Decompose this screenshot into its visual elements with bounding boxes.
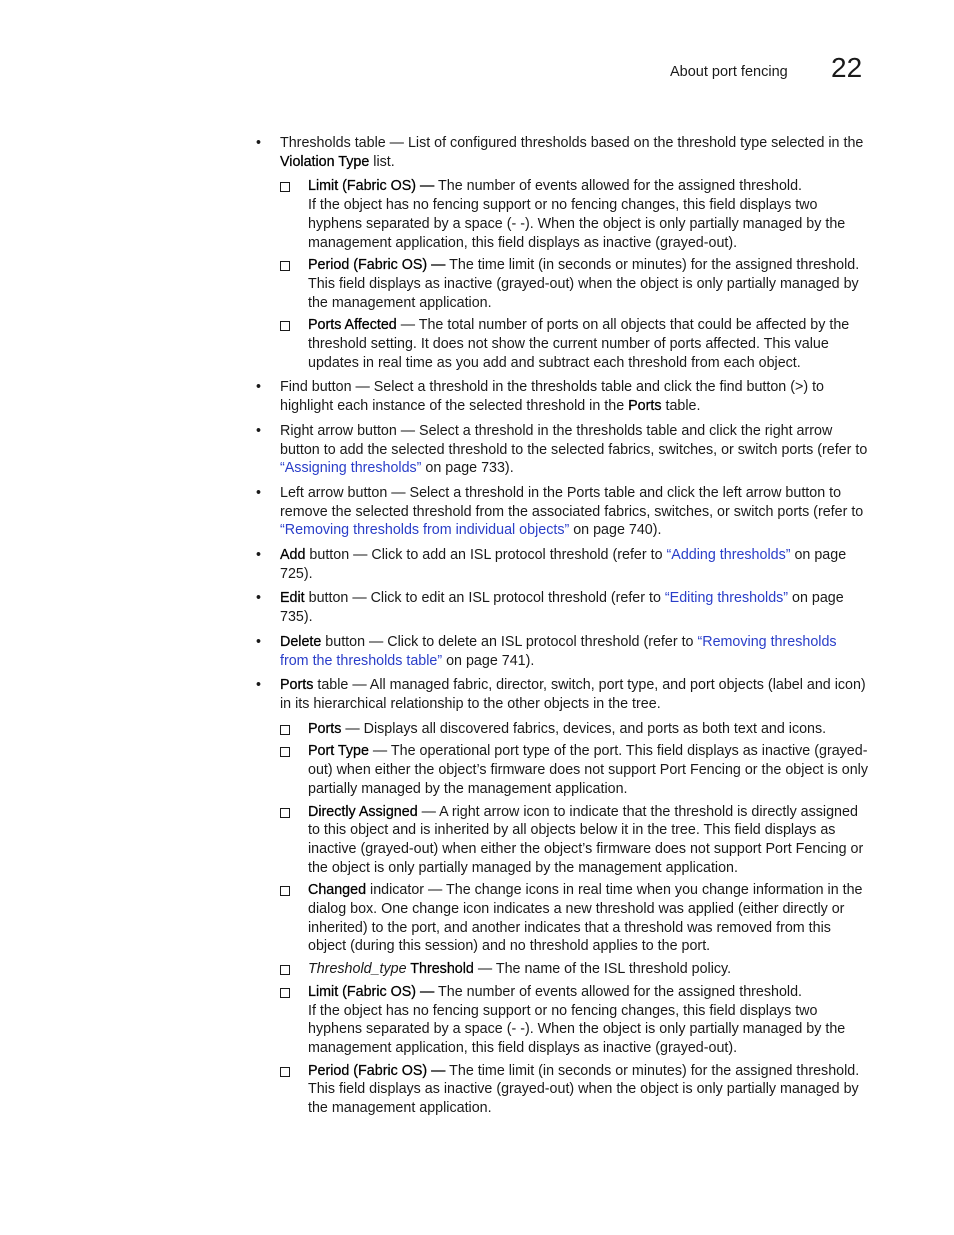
sub-text: If the object has no fencing support or no fencing changes, this field displays two hyphens separated by a space (- -). When the object is only partially managed by the management application, this field displays as inactive (grayed-out). bbox=[308, 197, 846, 251]
bullet-text: button — Click to edit an ISL protocol threshold (refer to bbox=[304, 590, 665, 607]
sub-item-limit bbox=[256, 177, 868, 252]
checkbox-bullet-icon bbox=[280, 725, 290, 735]
bullet-text: Find button — Select a threshold in the thresholds table and click the find button (>) to highlight each instance of the selected threshold in the bbox=[280, 379, 825, 415]
sub-item-ports-affected bbox=[256, 316, 868, 372]
checkbox-bullet-icon bbox=[280, 261, 290, 271]
sub-text: The time limit (in seconds or minutes) for the assigned threshold. This field displays as inactive (grayed-out) when the object is only partially managed by the management application. bbox=[308, 1062, 860, 1117]
bullet-text: table — All managed fabric, director, switch, port type, and port objects (label and icon) in its hierarchical relationship to the other objects in the tree. bbox=[280, 677, 866, 712]
ui-label: Port Type bbox=[308, 743, 369, 760]
ui-label: Ports bbox=[628, 398, 662, 415]
link-assigning-thresholds[interactable]: “Assigning thresholds” bbox=[280, 460, 422, 477]
running-header-title: About port fencing bbox=[670, 64, 788, 80]
checkbox-bullet-icon bbox=[280, 1067, 290, 1077]
sub-item-period bbox=[256, 256, 868, 312]
ui-label: Delete bbox=[280, 633, 322, 650]
ui-label: Period (Fabric OS) — bbox=[308, 257, 446, 274]
bullet-text: on page 733). bbox=[421, 460, 514, 477]
bullet-text: Left arrow button — Select a threshold in the Ports table and click the left arrow button to remove the selected threshold from the associated fabrics, switches, or switch ports (refer to bbox=[280, 484, 864, 520]
ui-label: Limit (Fabric OS) — bbox=[308, 983, 435, 1000]
bullet-delete-button bbox=[256, 633, 868, 670]
ui-label: Changed bbox=[308, 882, 367, 899]
bullet-text: on page 725). bbox=[280, 547, 847, 582]
link-removing-thresholds-objects[interactable]: “Removing thresholds from individual objects” bbox=[280, 522, 570, 539]
checkbox-bullet-icon bbox=[280, 808, 290, 818]
bullet-dot: • bbox=[256, 547, 262, 564]
page-body bbox=[256, 134, 868, 1124]
sub-text: — The name of the ISL threshold policy. bbox=[473, 961, 732, 978]
bullet-text: table. bbox=[661, 398, 701, 415]
italic-term: Threshold_type bbox=[308, 961, 407, 978]
sub-text: If the object has no fencing support or no fencing changes, this field displays two hyphens separated by a space (- -). When the object is only partially managed by the management application, this field displays as inactive (grayed-out). bbox=[308, 1002, 846, 1056]
checkbox-bullet-icon bbox=[280, 182, 290, 192]
sub-text: — The operational port type of the port. This field displays as inactive (grayed-out) when either the object’s firmware does not support Port Fencing or the object is only partially managed by the management application. bbox=[308, 743, 868, 797]
bullet-right-arrow bbox=[256, 422, 868, 478]
ui-label: Period (Fabric OS) — bbox=[308, 1062, 446, 1079]
bullet-thresholds-table bbox=[256, 134, 868, 372]
chapter-number: 22 bbox=[831, 52, 863, 83]
bullet-ports-table bbox=[256, 676, 868, 1117]
bullet-dot: • bbox=[256, 677, 262, 694]
bullet-dot: • bbox=[256, 135, 262, 151]
bullet-text: on page 740). bbox=[569, 522, 662, 539]
link-adding-thresholds[interactable]: “Adding thresholds” bbox=[666, 547, 791, 564]
bullet-text: on page 741). bbox=[442, 652, 535, 669]
bullet-dot: • bbox=[256, 590, 262, 607]
link-editing-thresholds[interactable]: “Editing thresholds” bbox=[664, 590, 789, 607]
checkbox-bullet-icon bbox=[280, 321, 290, 331]
ui-label: Violation Type bbox=[280, 153, 370, 170]
sub-item-threshold bbox=[256, 960, 868, 979]
ui-label: Directly Assigned bbox=[308, 803, 418, 820]
ui-label: Threshold bbox=[406, 961, 474, 978]
sub-item-port-type bbox=[256, 742, 868, 798]
sub-item-limit-2 bbox=[256, 983, 868, 1058]
link-removing-thresholds-table[interactable]: “Removing thresholds from the thresholds table” bbox=[280, 633, 837, 669]
bullet-dot: • bbox=[256, 484, 262, 501]
sub-item-ports bbox=[256, 720, 868, 739]
sub-text: The number of events allowed for the assigned threshold. bbox=[434, 178, 803, 195]
ui-label: Edit bbox=[280, 590, 305, 607]
bullet-text: list. bbox=[369, 153, 395, 170]
checkbox-bullet-icon bbox=[280, 965, 290, 975]
ui-label: Ports bbox=[280, 677, 314, 694]
checkbox-bullet-icon bbox=[280, 747, 290, 757]
bullet-text: button — Click to add an ISL protocol threshold (refer to bbox=[305, 547, 667, 564]
bullet-left-arrow bbox=[256, 484, 868, 540]
ui-label: Limit (Fabric OS) — bbox=[308, 178, 435, 195]
bullet-text: button — Click to delete an ISL protocol threshold (refer to bbox=[321, 633, 698, 650]
bullet-find-button bbox=[256, 378, 868, 415]
bullet-edit-button bbox=[256, 589, 868, 626]
ui-label: Ports bbox=[308, 720, 342, 737]
sub-item-changed bbox=[256, 881, 868, 956]
ui-label: Add bbox=[280, 547, 306, 564]
bullet-dot: • bbox=[256, 379, 262, 396]
sub-text: The time limit (in seconds or minutes) for the assigned threshold. This field displays as inactive (grayed-out) when the object is only partially managed by the management application. bbox=[308, 257, 860, 311]
sub-text: — A right arrow icon to indicate that the threshold is directly assigned to this object and is inherited by all objects below it in the tree. This field displays as inactive (grayed-out) when either the object’s firmware does not support Port Fencing or the object is only partially managed by the management application. bbox=[308, 803, 864, 876]
ui-label: Ports Affected bbox=[308, 317, 397, 334]
bullet-text: Thresholds table — List of configured thresholds based on the threshold type selected in the bbox=[280, 135, 864, 151]
bullet-add-button bbox=[256, 546, 868, 583]
bullet-dot: • bbox=[256, 422, 262, 439]
sub-text: The number of events allowed for the assigned threshold. bbox=[434, 983, 803, 1000]
bullet-text: Right arrow button — Select a threshold in the thresholds table and click the right arrow button to add the selected threshold to the selected fabrics, switches, or switch ports (refer to bbox=[280, 422, 868, 458]
sub-item-period-2 bbox=[256, 1062, 868, 1118]
checkbox-bullet-icon bbox=[280, 988, 290, 998]
bullet-dot: • bbox=[256, 633, 262, 650]
sub-item-directly-assigned bbox=[256, 803, 868, 878]
sub-text: — Displays all discovered fabrics, devices, and ports as both text and icons. bbox=[341, 720, 827, 737]
bullet-text: on page 735). bbox=[280, 590, 844, 626]
checkbox-bullet-icon bbox=[280, 886, 290, 896]
sub-text: indicator — The change icons in real time when you change information in the dialog box. One change icon indicates a new threshold was applied (either directly or inherited) to the port, and another indicates that a threshold was removed from this object (during this session) and no threshold applies to the port. bbox=[308, 882, 863, 955]
sub-text: — The total number of ports on all objects that could be affected by the threshold setting. It does not show the current number of ports affected. This value updates in real time as you add and subtract each threshold from each object. bbox=[308, 317, 850, 371]
